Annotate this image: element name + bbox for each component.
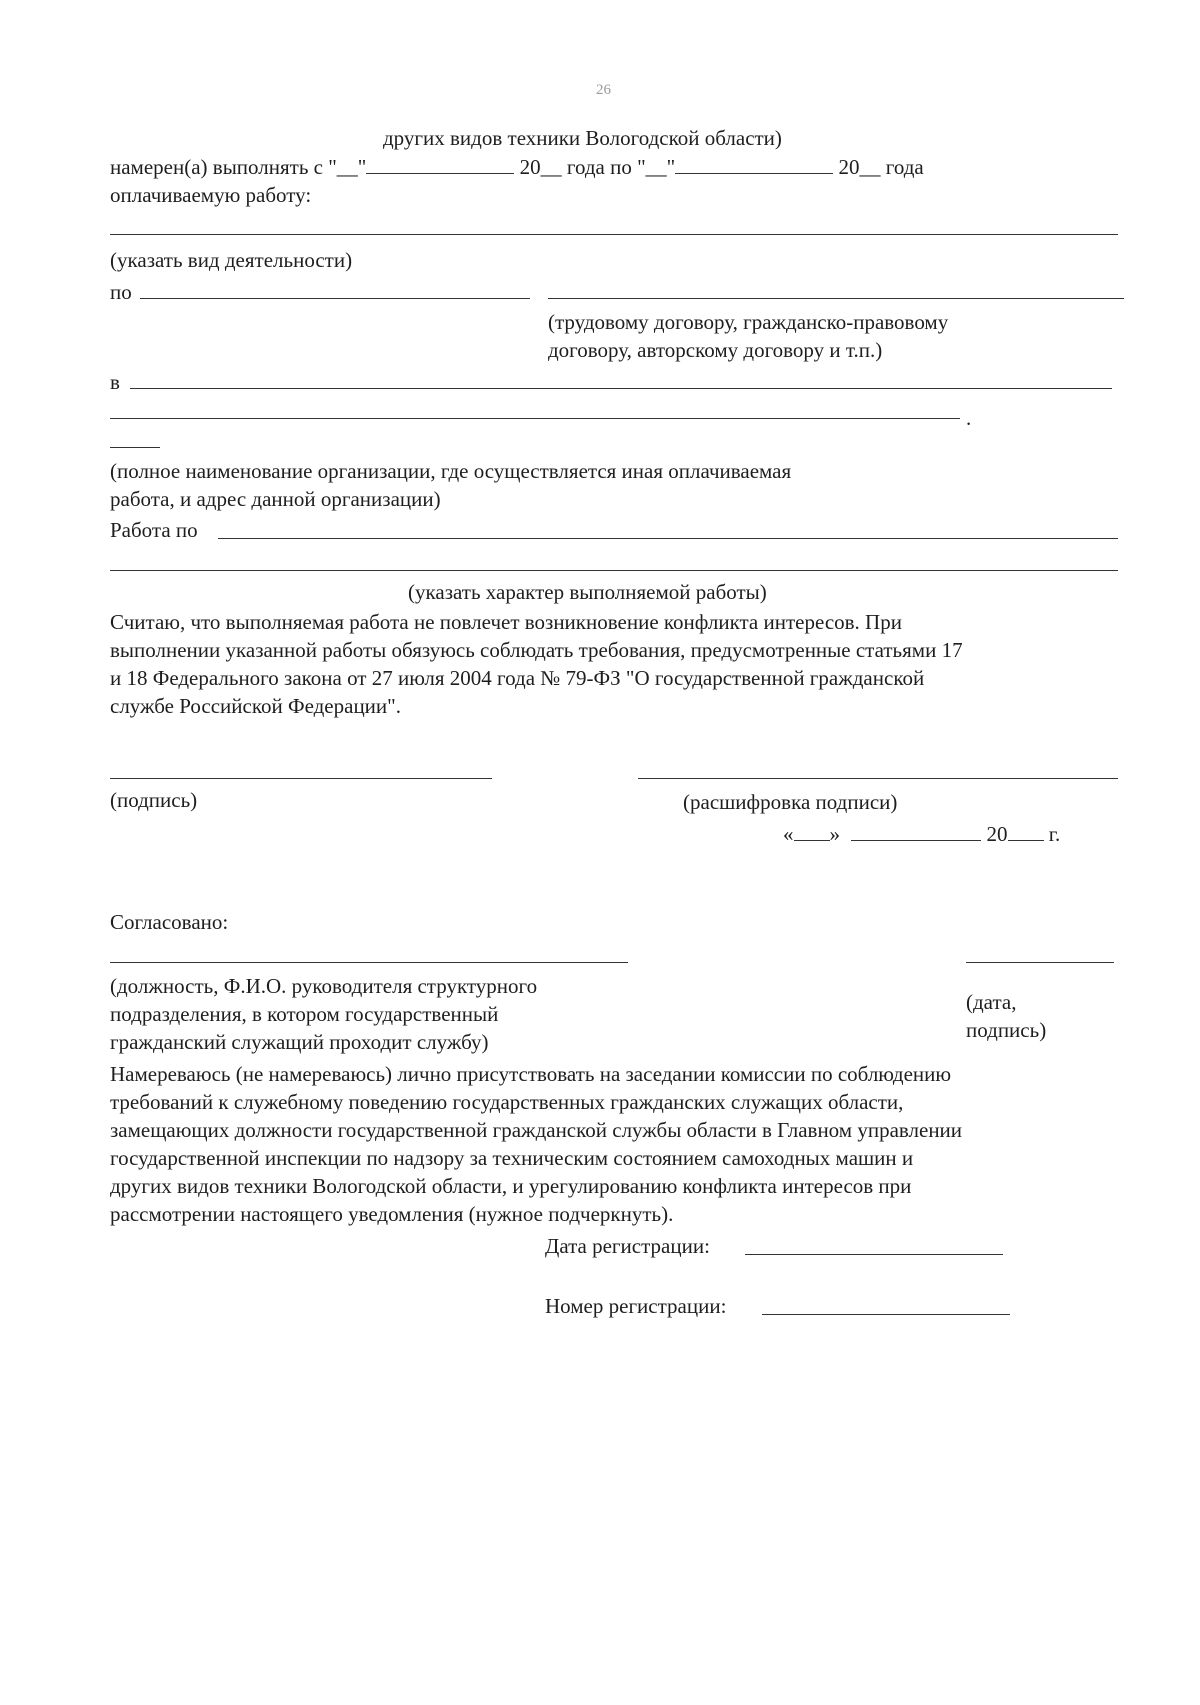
date-day-field[interactable] (794, 820, 830, 841)
under-field-right[interactable] (548, 298, 1124, 299)
intent-line-4: государственной инспекции по надзору за техническим состоянием самоходных машин и (110, 1146, 914, 1170)
under-field-left[interactable] (140, 298, 530, 299)
approval-position-caption-3: гражданский служащий проходит службу) (110, 1030, 489, 1054)
work-field-1[interactable] (218, 538, 1118, 539)
date-month-field[interactable] (851, 820, 981, 841)
under-prefix: по (110, 280, 132, 304)
org-field-1[interactable] (130, 388, 1112, 389)
period-lead: намерен(а) выполнять с "__" (110, 155, 367, 179)
approval-date-caption-2: подпись) (966, 1018, 1047, 1042)
work-field-2[interactable] (110, 570, 1118, 571)
intent-line-6: рассмотрении настоящего уведомления (нужное подчеркнуть). (110, 1202, 674, 1226)
statement-line-1: Считаю, что выполняемая работа не повлечет возникновение конфликта интересов. При (110, 610, 902, 634)
period-start-field[interactable] (366, 153, 514, 174)
signature-decode-field[interactable] (638, 778, 1118, 779)
under-caption-2: договору, авторскому договору и т.п.) (548, 338, 883, 362)
approval-position-caption-1: (должность, Ф.И.О. руководителя структурного (110, 974, 538, 998)
date-close-quote: » (829, 822, 840, 846)
date-open-quote: « (783, 822, 794, 846)
intro-continuation: других видов техники Вологодской области) (383, 126, 782, 150)
org-field-3[interactable] (110, 447, 160, 448)
approval-date-caption-1: (дата, (966, 990, 1017, 1014)
org-caption-2: работа, и адрес данной организации) (110, 487, 441, 511)
approval-position-caption-2: подразделения, в котором государственный (110, 1002, 499, 1026)
work-prefix: Работа по (110, 518, 198, 542)
statement-line-3: и 18 Федерального закона от 27 июля 2004 года № 79-ФЗ "О государственной гражданской (110, 666, 925, 690)
period-year-1: 20__ года по "__" (519, 155, 676, 179)
approval-position-field[interactable] (110, 962, 628, 963)
activity-caption: (указать вид деятельности) (110, 248, 353, 272)
registration-number-field[interactable] (762, 1314, 1010, 1315)
intent-line-1: Намереваюсь (не намереваюсь) лично присутствовать на заседании комиссии по соблюдению (110, 1062, 952, 1086)
org-trailing-dot: . (966, 406, 972, 430)
signature-field[interactable] (110, 778, 492, 779)
date-year-prefix: 20 (986, 822, 1008, 846)
intent-line-3: замещающих должности государственной гражданской службы области в Главном управлении (110, 1118, 963, 1142)
page-number: 26 (596, 82, 611, 98)
approval-date-field[interactable] (966, 962, 1114, 963)
registration-date-label: Дата регистрации: (545, 1234, 710, 1258)
under-caption-1: (трудовому договору, гражданско-правовому (548, 310, 949, 334)
approval-label: Согласовано: (110, 910, 229, 934)
period-year-2: 20__ года (838, 155, 924, 179)
org-caption-1: (полное наименование организации, где осуществляется иная оплачиваемая (110, 459, 792, 483)
period-end-field[interactable] (675, 153, 833, 174)
date-year-field[interactable] (1008, 820, 1044, 841)
registration-number-label: Номер регистрации: (545, 1294, 727, 1318)
org-prefix: в (110, 370, 120, 394)
intent-line-5: других видов техники Вологодской области, и урегулированию конфликта интересов при (110, 1174, 912, 1198)
statement-line-2: выполнении указанной работы обязуюсь соблюдать требования, предусмотренные статьями 17 (110, 638, 963, 662)
signature-decode-caption: (расшифровка подписи) (683, 790, 898, 814)
work-caption: (указать характер выполняемой работы) (408, 580, 767, 604)
period-line (110, 153, 924, 181)
intent-line-2: требований к служебному поведению государственных гражданских служащих области, (110, 1090, 904, 1114)
date-suffix: г. (1048, 822, 1061, 846)
org-field-2[interactable] (110, 418, 960, 419)
signature-date-line (783, 820, 1060, 848)
signature-caption: (подпись) (110, 788, 198, 812)
period-tail: оплачиваемую работу: (110, 183, 312, 207)
registration-date-field[interactable] (745, 1254, 1003, 1255)
statement-line-4: службе Российской Федерации". (110, 694, 401, 718)
activity-field[interactable] (110, 234, 1118, 235)
